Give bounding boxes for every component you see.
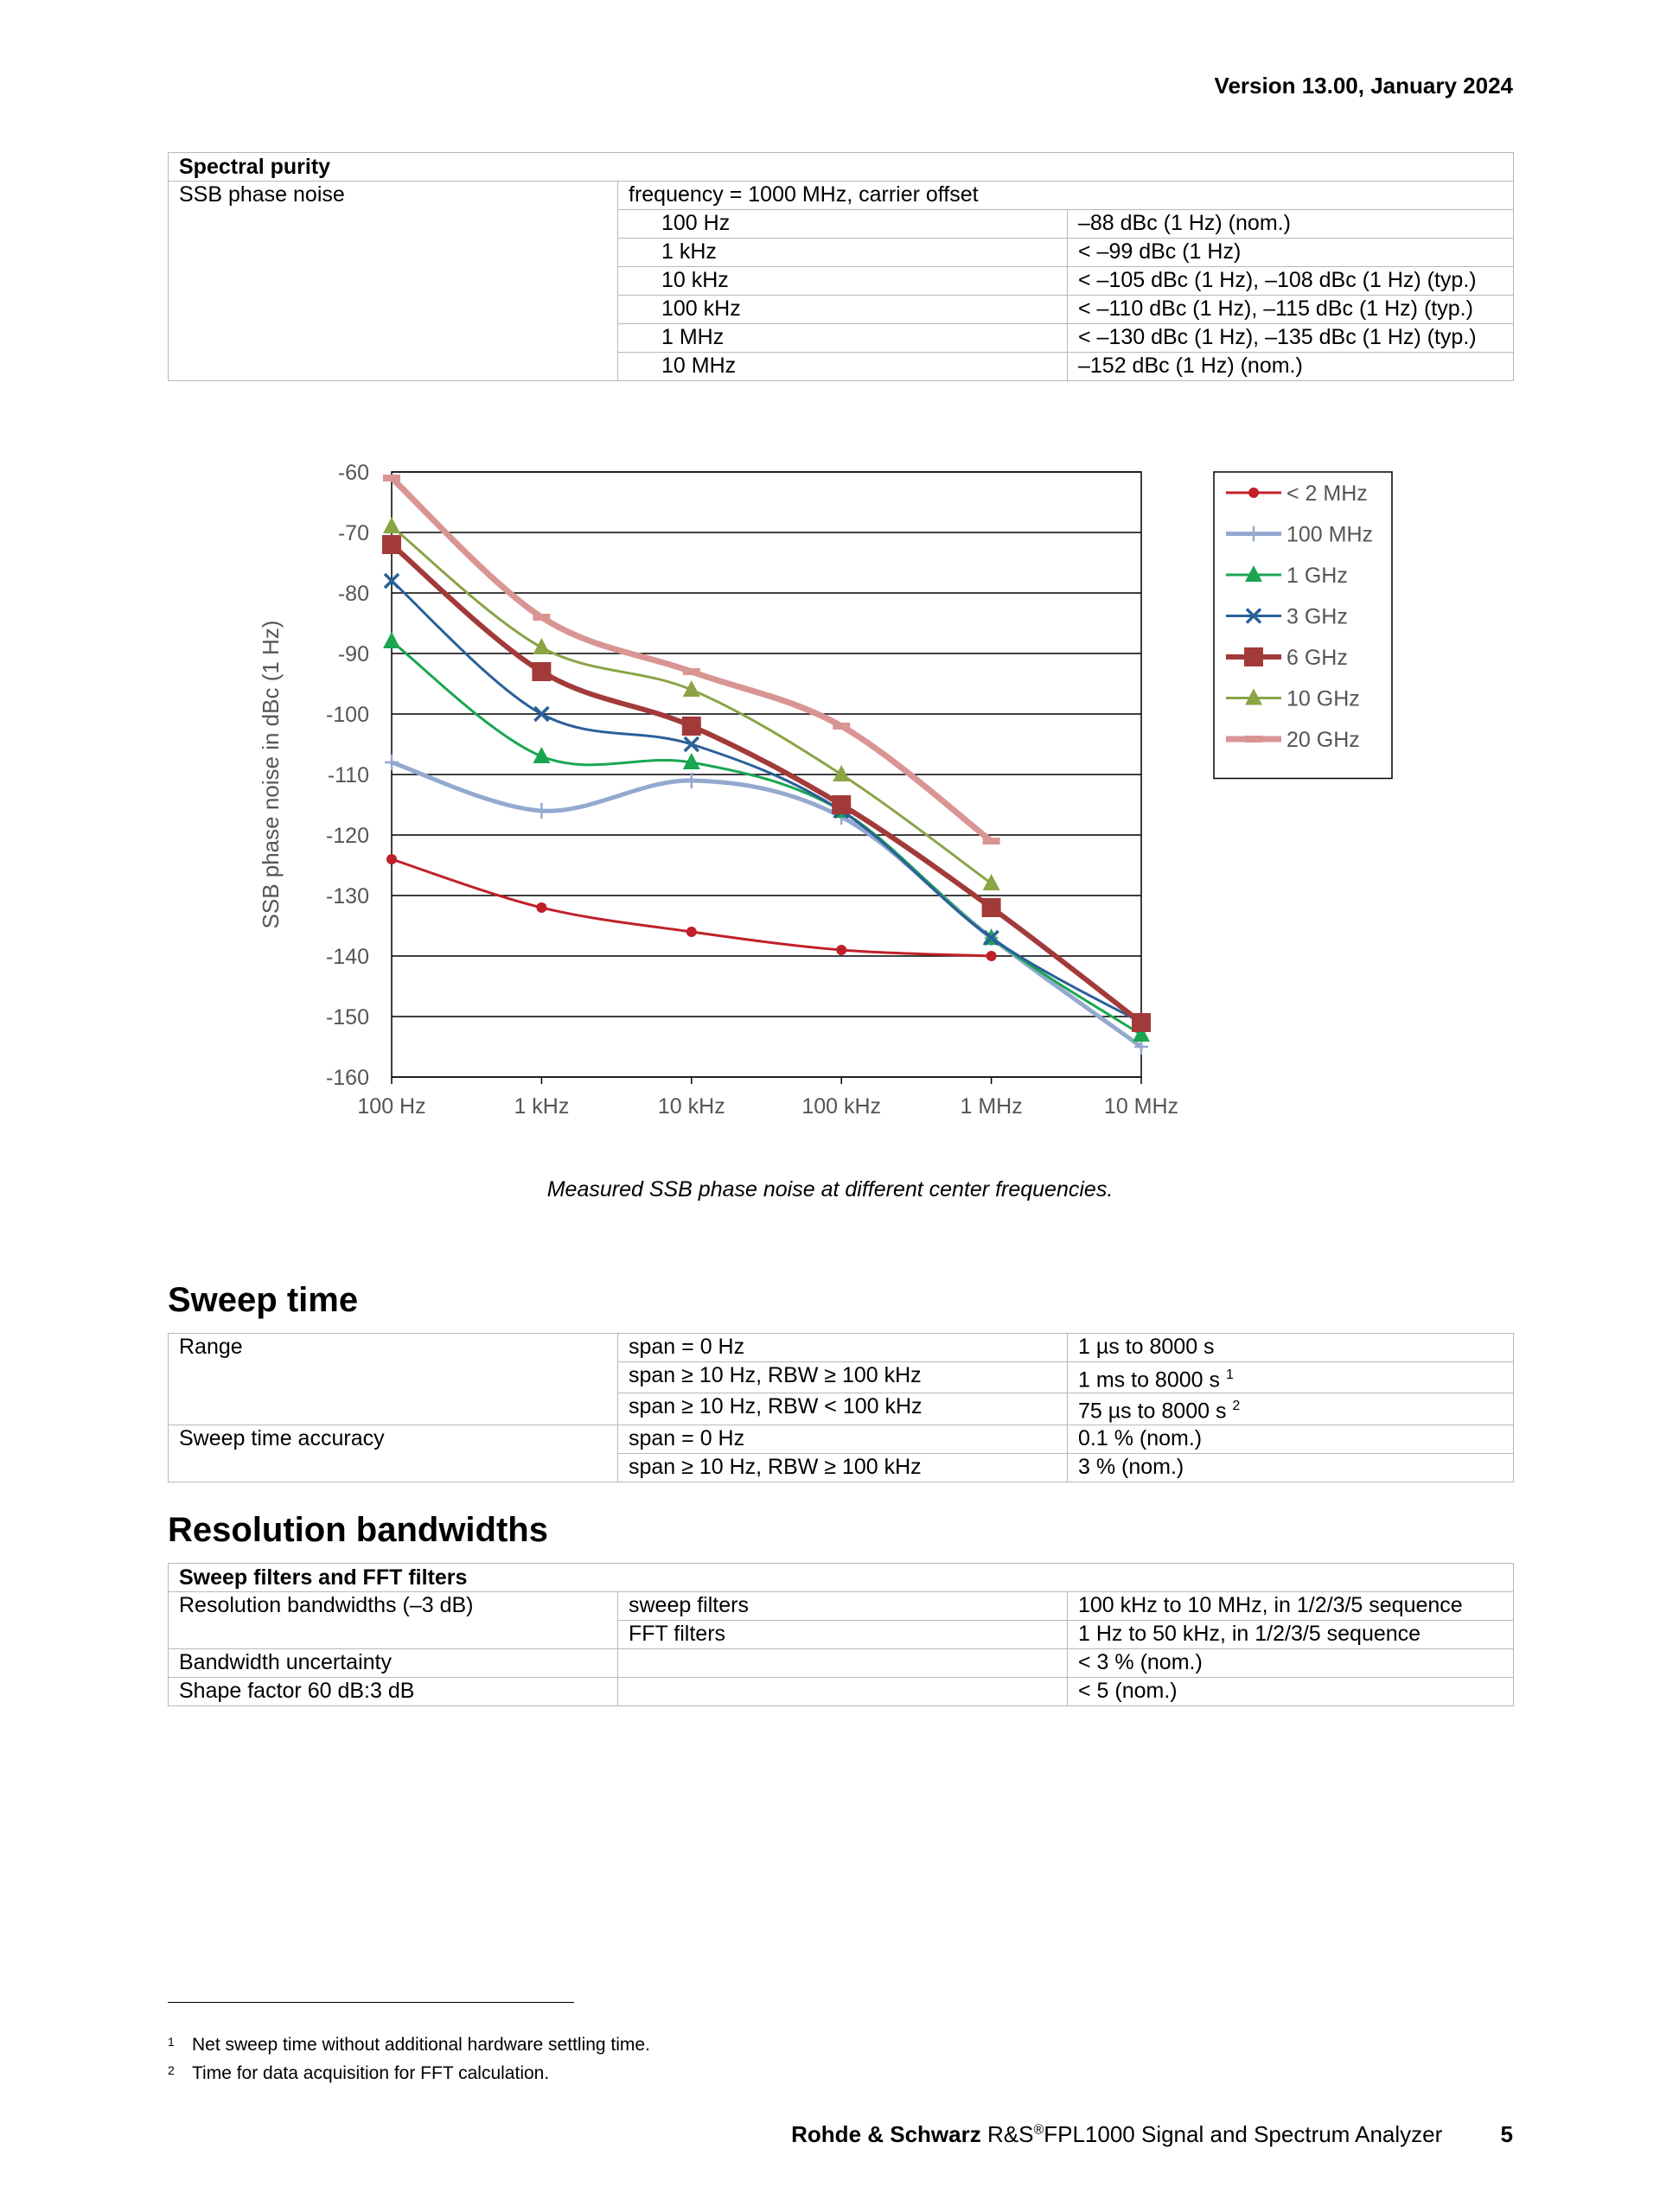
sweep-time-table — [168, 1333, 1514, 1482]
data-point — [383, 475, 400, 481]
data-point — [1132, 1013, 1151, 1032]
chart-caption: Measured SSB phase noise at different center frequencies. — [546, 1177, 1114, 1202]
data-point — [533, 638, 550, 654]
data-point — [982, 898, 1001, 917]
legend-label: 20 GHz — [1286, 728, 1360, 752]
condition-cell: span ≥ 10 Hz, RBW ≥ 100 kHz — [618, 1362, 1068, 1393]
value-cell: < –99 dBc (1 Hz) — [1068, 239, 1514, 267]
value-cell: –152 dBc (1 Hz) (nom.) — [1068, 353, 1514, 381]
table-heading: Spectral purity — [169, 153, 1514, 182]
value-cell: < 5 (nom.) — [1068, 1678, 1514, 1706]
y-tick-label: -150 — [325, 1005, 369, 1030]
y-axis-label: SSB phase noise in dBc (1 Hz) — [258, 620, 284, 929]
value-cell: < –110 dBc (1 Hz), –115 dBc (1 Hz) (typ.) — [1068, 296, 1514, 324]
value-cell: –88 dBc (1 Hz) (nom.) — [1068, 210, 1514, 239]
series-line — [392, 545, 1141, 1023]
footnote-1: $^1$ Net sweep time without additional hardware settling time. — [168, 2035, 650, 2055]
row-label: Range — [169, 1334, 618, 1362]
offset-cell: 100 Hz — [618, 210, 1068, 239]
version-label: Version 13.00, January 2024 — [1214, 73, 1513, 99]
value-cell: 100 kHz to 10 MHz, in 1/2/3/5 sequence — [1068, 1592, 1514, 1621]
offset-cell: 1 kHz — [618, 239, 1068, 267]
data-point — [832, 795, 851, 814]
legend-swatch-marker — [1244, 647, 1263, 666]
condition-cell: span = 0 Hz — [618, 1334, 1068, 1362]
data-point — [983, 838, 1000, 845]
legend-label: 3 GHz — [1286, 604, 1348, 629]
data-point — [533, 614, 550, 621]
value-cell: 1 ms to 8000 s $^1$ — [1068, 1362, 1514, 1393]
legend-swatch-marker — [1248, 488, 1259, 498]
value-cell: < –130 dBc (1 Hz), –135 dBc (1 Hz) (typ.) — [1068, 324, 1514, 353]
rbw-table — [168, 1563, 1514, 1706]
value-cell: 1 Hz to 50 kHz, in 1/2/3/5 sequence — [1068, 1621, 1514, 1649]
data-point — [836, 945, 846, 955]
spectral-purity-table — [168, 152, 1514, 381]
row-label: Bandwidth uncertainty — [169, 1649, 618, 1678]
series-line — [392, 859, 992, 956]
condition-cell: span ≥ 10 Hz, RBW ≥ 100 kHz — [618, 1453, 1068, 1482]
data-point — [986, 951, 997, 961]
legend-swatch-marker — [1245, 736, 1262, 743]
x-tick-label: 1 kHz — [514, 1094, 570, 1119]
series-line — [392, 526, 992, 883]
legend-label: 100 MHz — [1286, 522, 1374, 547]
footnote-ref[interactable]: 1 — [1225, 1367, 1234, 1382]
data-point — [983, 874, 1000, 890]
y-tick-label: -70 — [337, 521, 369, 545]
data-point — [382, 535, 401, 554]
y-tick-label: -60 — [337, 461, 369, 485]
legend-label: 10 GHz — [1286, 686, 1360, 711]
y-tick-label: -130 — [325, 884, 369, 908]
rbw-title: Resolution bandwidths — [168, 1511, 548, 1549]
x-tick-label: 1 MHz — [960, 1094, 1023, 1119]
condition-cell: frequency = 1000 MHz, carrier offset — [618, 182, 1514, 210]
data-point — [536, 902, 546, 913]
page-footer — [791, 2121, 1513, 2148]
offset-cell: 10 kHz — [618, 267, 1068, 296]
data-point — [833, 765, 850, 781]
x-tick-label: 10 MHz — [1103, 1094, 1179, 1119]
data-point — [532, 662, 551, 681]
legend-label: 6 GHz — [1286, 646, 1348, 670]
condition-cell: FFT filters — [618, 1621, 1068, 1649]
product-prefix: R&S — [986, 2121, 1034, 2147]
phase-noise-chart — [242, 449, 1435, 1141]
legend-label: < 2 MHz — [1286, 481, 1368, 506]
legend-label: 1 GHz — [1286, 564, 1348, 588]
value-cell: 3 % (nom.) — [1068, 1453, 1514, 1482]
value-cell: 0.1 % (nom.) — [1068, 1425, 1514, 1453]
row-label: Resolution bandwidths (–3 dB) — [169, 1592, 618, 1621]
data-point — [682, 717, 701, 736]
data-point — [686, 927, 697, 937]
row-label: Sweep time accuracy — [169, 1425, 618, 1453]
data-point — [383, 517, 400, 533]
data-point — [683, 668, 700, 675]
page-number: 5 — [1500, 2121, 1513, 2147]
footnote-ref[interactable]: 2 — [1232, 1399, 1241, 1414]
data-point — [534, 803, 548, 819]
condition-cell: sweep filters — [618, 1592, 1068, 1621]
value-cell: 75 µs to 8000 s $^2$ — [1068, 1393, 1514, 1425]
sweep-time-title: Sweep time — [168, 1281, 359, 1319]
series-line — [392, 762, 1141, 1047]
x-tick-label: 100 Hz — [357, 1094, 426, 1119]
value-cell: < 3 % (nom.) — [1068, 1649, 1514, 1678]
company-name: Rohde & Schwarz — [791, 2121, 981, 2147]
data-point — [385, 755, 399, 770]
footnote-2: $^2$ Time for data acquisition for FFT calculation. — [168, 2063, 550, 2083]
footnote-divider — [168, 2002, 574, 2003]
data-point — [386, 854, 397, 864]
y-tick-label: -100 — [325, 703, 369, 727]
condition-cell: span = 0 Hz — [618, 1425, 1068, 1453]
offset-cell: 1 MHz — [618, 324, 1068, 353]
y-tick-label: -110 — [327, 763, 369, 787]
value-cell: 1 µs to 8000 s — [1068, 1334, 1514, 1362]
condition-cell: span ≥ 10 Hz, RBW < 100 kHz — [618, 1393, 1068, 1425]
row-label: SSB phase noise — [169, 182, 618, 210]
product-name: FPL1000 Signal and Spectrum Analyzer — [1044, 2121, 1443, 2147]
data-point — [833, 723, 850, 730]
value-cell: < –105 dBc (1 Hz), –108 dBc (1 Hz) (typ.) — [1068, 267, 1514, 296]
offset-cell: 100 kHz — [618, 296, 1068, 324]
x-tick-label: 10 kHz — [657, 1094, 725, 1119]
y-tick-label: -90 — [337, 642, 369, 666]
registered-mark: ® — [1033, 2122, 1044, 2138]
y-tick-label: -140 — [325, 945, 369, 969]
table-heading: Sweep filters and FFT filters — [169, 1564, 1514, 1592]
series-line — [392, 641, 1141, 1035]
offset-cell: 10 MHz — [618, 353, 1068, 381]
row-label: Shape factor 60 dB:3 dB — [169, 1678, 618, 1706]
y-tick-label: -160 — [325, 1066, 369, 1090]
x-tick-label: 100 kHz — [801, 1094, 882, 1119]
y-tick-label: -120 — [325, 824, 369, 848]
y-tick-label: -80 — [337, 582, 369, 606]
data-point — [383, 632, 400, 648]
data-point — [685, 737, 699, 751]
